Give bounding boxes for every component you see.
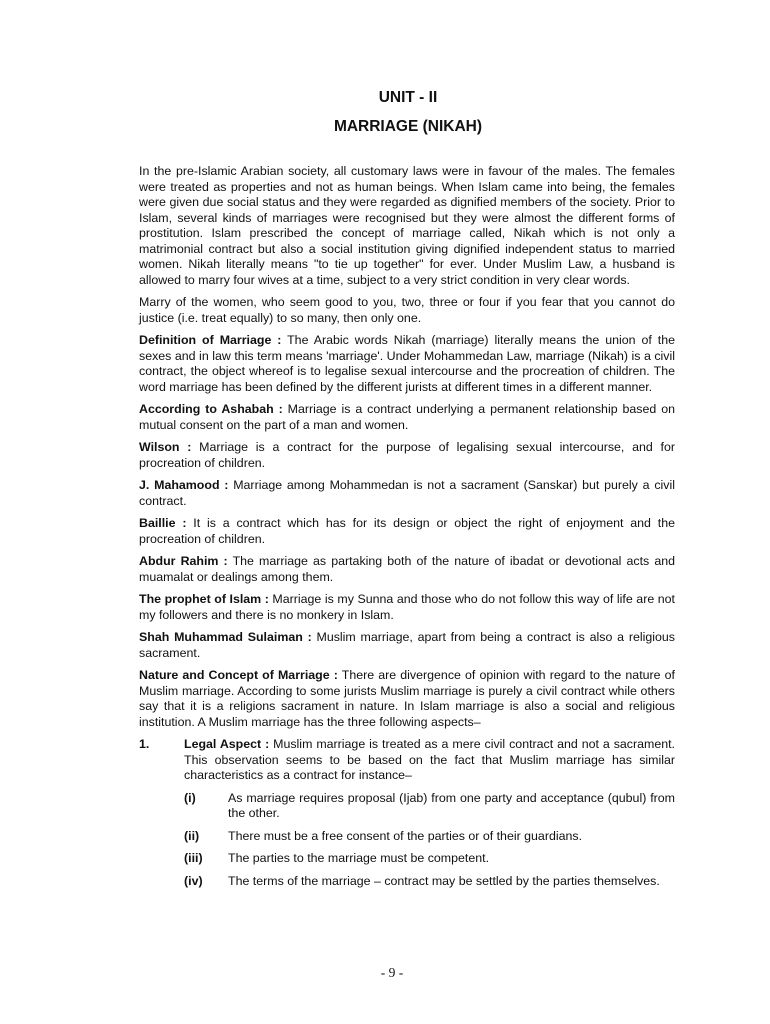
definition-paragraph bbox=[139, 668, 675, 730]
definition-paragraph bbox=[139, 402, 675, 433]
page-number: - 9 - bbox=[380, 965, 404, 980]
roman-numeral: (iv) bbox=[184, 873, 203, 888]
definition-text: Muslim marriage, apart from being a contract is also a religious sacrament. bbox=[139, 630, 675, 660]
unit-heading: UNIT - II bbox=[378, 89, 438, 106]
sub-list-item bbox=[184, 874, 675, 890]
definition-term: The prophet of Islam : bbox=[139, 592, 269, 606]
definition-text: It is a contract which has for its design or object the right of enjoyment and the procreation of children. bbox=[139, 516, 675, 546]
list-item-content bbox=[184, 737, 675, 896]
definition-text: There are divergence of opinion with regard to the nature of Muslim marriage. According to some jurists Muslim marriage is purely a civil contract while others say that it is a religions sacrament in nature. In Islam marriage is also a social and religious institution. A Muslim marriage has the three following aspects– bbox=[139, 668, 675, 729]
definition-term: Baillie : bbox=[139, 516, 187, 530]
roman-numeral: (i) bbox=[184, 790, 196, 805]
definition-paragraph bbox=[139, 630, 675, 661]
sub-list-item bbox=[184, 829, 675, 845]
definition-term: Definition of Marriage : bbox=[139, 333, 282, 347]
list-number: 1. bbox=[139, 737, 150, 751]
definition-text: Marriage is a contract for the purpose of legalising sexual intercourse, and for procreation of children. bbox=[139, 440, 675, 470]
definition-paragraph bbox=[139, 478, 675, 509]
definition-paragraph bbox=[139, 440, 675, 471]
definition-term: Nature and Concept of Marriage : bbox=[139, 668, 338, 682]
definition-paragraph bbox=[139, 592, 675, 623]
roman-numeral: (iii) bbox=[184, 851, 203, 865]
definition-text: The marriage as partaking both of the nature of ibadat or devotional acts and muamalat or dealings among them. bbox=[139, 554, 676, 584]
page-title: MARRIAGE (NIKAH) bbox=[333, 118, 483, 135]
definition-text: Marriage is my Sunna and those who do not follow this way of life are not my followers and there is no monkery in Islam. bbox=[139, 592, 675, 622]
sub-item-text: The parties to the marriage must be competent. bbox=[228, 851, 490, 865]
intro-paragraph: In the pre-Islamic Arabian society, all customary laws were in favour of the males. The females were treated as properties and not as human beings. When Islam came into being, the females were given due social status and they were regarded as dignified members of the society. Prior to Islam, several kinds of marriages were recognised but they were almost the different forms of prostitution. Islam prescribed the concept of marriage called, Nikah which is not only a matrimonial contract but also a social institution giving dignified independent status to married women. Nikah literally means "to tie up together" for ever. Under Muslim Law, a husband is allowed to marry four wives at a time, subject to a very strict condition in very clear words. bbox=[139, 164, 675, 287]
sub-item-text: As marriage requires proposal (Ijab) from one party and acceptance (qubul) from the other. bbox=[228, 790, 675, 820]
document-body bbox=[139, 164, 675, 902]
definition-term: Wilson : bbox=[139, 440, 192, 454]
list-item-legal-aspect bbox=[139, 737, 675, 896]
aspect-text: Muslim marriage is treated as a mere civil contract and not a sacrament. This observation seems to be based on the fact that Muslim marriage has similar characteristics as a contract for instance– bbox=[184, 737, 675, 782]
definition-term: According to Ashabah : bbox=[139, 402, 283, 416]
aspect-term: Legal Aspect : bbox=[184, 737, 270, 751]
definition-paragraph bbox=[139, 333, 675, 395]
definition-text: The Arabic words Nikah (marriage) literally means the union of the sexes and in law this term means 'marriage'. Under Mohammedan Law, marriage (Nikah) is a civil contract, the object whereof is to legalise sexual intercourse and the procreation of children. The word marriage has been defined by the different jurists at different times in a different manner. bbox=[139, 333, 675, 394]
sub-list-item bbox=[184, 851, 675, 867]
definition-term: Shah Muhammad Sulaiman : bbox=[139, 630, 312, 644]
roman-numeral: (ii) bbox=[184, 828, 200, 843]
sub-list bbox=[184, 791, 675, 890]
definition-paragraph bbox=[139, 516, 675, 547]
definition-text: Marriage among Mohammedan is not a sacrament (Sanskar) but purely a civil contract. bbox=[139, 478, 675, 508]
definition-term: Abdur Rahim : bbox=[139, 554, 228, 568]
definition-term: J. Mahamood : bbox=[139, 478, 229, 492]
definition-paragraph bbox=[139, 554, 675, 585]
sub-item-text: The terms of the marriage – contract may be settled by the parties themselves. bbox=[228, 873, 660, 888]
quran-verse-paragraph: Marry of the women, who seem good to you, two, three or four if you fear that you cannot do justice (i.e. treat equally) to so many, then only one. bbox=[139, 295, 675, 325]
definition-text: Marriage is a contract underlying a permanent relationship based on mutual consent on the part of a man and women. bbox=[139, 402, 675, 432]
sub-list-item bbox=[184, 791, 675, 822]
sub-item-text: There must be a free consent of the parties or of their guardians. bbox=[228, 828, 583, 843]
